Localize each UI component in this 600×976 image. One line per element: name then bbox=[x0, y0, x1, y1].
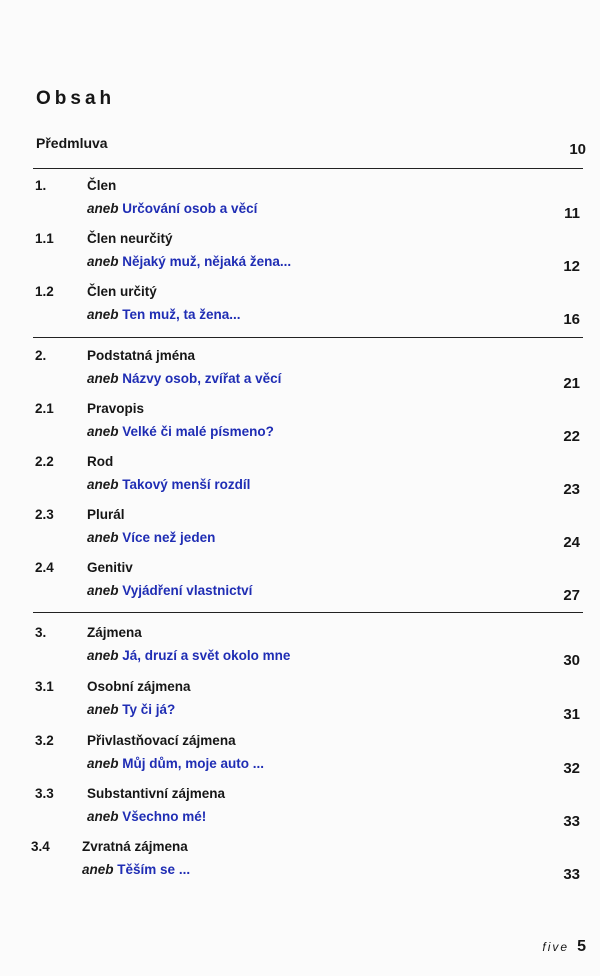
toc-entry bbox=[0, 454, 600, 502]
entry-subtitle-text: Takový menší rozdíl bbox=[122, 477, 251, 492]
entry-page-number: 32 bbox=[563, 760, 580, 777]
entry-page-number: 11 bbox=[564, 205, 580, 222]
entry-number: 3. bbox=[35, 625, 47, 640]
preface-label: Předmluva bbox=[36, 135, 108, 151]
entry-number: 2.1 bbox=[35, 401, 54, 416]
section-divider bbox=[33, 337, 583, 338]
toc-entry bbox=[0, 625, 600, 673]
toc-entry bbox=[0, 284, 600, 332]
aneb-connector: aneb bbox=[87, 201, 119, 216]
entry-subtitle bbox=[87, 477, 250, 492]
aneb-connector: aneb bbox=[87, 756, 119, 771]
entry-subtitle bbox=[87, 424, 274, 439]
entry-subtitle bbox=[87, 530, 215, 545]
entry-heading: Podstatná jména bbox=[87, 348, 196, 363]
toc-entry bbox=[0, 178, 600, 226]
entry-page-number: 22 bbox=[563, 428, 580, 445]
entry-subtitle-text: Ty či já? bbox=[122, 702, 176, 717]
entry-page-number: 27 bbox=[563, 587, 580, 604]
entry-number: 2.4 bbox=[35, 560, 54, 575]
entry-subtitle bbox=[82, 862, 190, 877]
entry-heading: Zvratná zájmena bbox=[82, 839, 188, 854]
entry-page-number: 12 bbox=[563, 258, 580, 275]
entry-heading: Zájmena bbox=[87, 625, 142, 640]
entry-subtitle-text: Názvy osob, zvířat a věcí bbox=[122, 371, 282, 386]
aneb-connector: aneb bbox=[87, 477, 119, 492]
aneb-connector: aneb bbox=[87, 254, 119, 269]
entry-page-number: 16 bbox=[563, 311, 580, 328]
entry-subtitle-text: Všechno mé! bbox=[122, 809, 207, 824]
entry-page-number: 23 bbox=[563, 481, 580, 498]
entry-subtitle bbox=[87, 307, 241, 322]
section-divider bbox=[33, 612, 583, 613]
entry-heading: Osobní zájmena bbox=[87, 679, 191, 694]
entry-subtitle-text: Já, druzí a svět okolo mne bbox=[122, 648, 291, 663]
footer-page-word: five bbox=[542, 940, 570, 954]
entry-number: 2.3 bbox=[35, 507, 54, 522]
entry-subtitle bbox=[87, 201, 257, 216]
entry-heading: Substantivní zájmena bbox=[87, 786, 226, 801]
entry-subtitle-text: Velké či malé písmeno? bbox=[122, 424, 274, 439]
entry-number: 3.4 bbox=[31, 839, 50, 854]
footer-page-number: 5 bbox=[577, 938, 586, 955]
entry-subtitle-text: Vyjádření vlastnictví bbox=[122, 583, 253, 598]
page-footer bbox=[542, 938, 586, 956]
aneb-connector: aneb bbox=[82, 862, 114, 877]
entry-subtitle bbox=[87, 371, 281, 386]
entry-heading: Plurál bbox=[87, 507, 125, 522]
aneb-connector: aneb bbox=[87, 530, 119, 545]
entry-subtitle-text: Ten muž, ta žena... bbox=[122, 307, 241, 322]
entry-number: 3.3 bbox=[35, 786, 54, 801]
aneb-connector: aneb bbox=[87, 307, 119, 322]
entry-subtitle bbox=[87, 702, 175, 717]
aneb-connector: aneb bbox=[87, 583, 119, 598]
entry-subtitle bbox=[87, 583, 252, 598]
preface-entry bbox=[36, 135, 586, 161]
entry-number: 1.1 bbox=[35, 231, 54, 246]
entry-number: 3.1 bbox=[35, 679, 54, 694]
entry-heading: Člen bbox=[87, 178, 117, 193]
entry-number: 2.2 bbox=[35, 454, 54, 469]
entry-page-number: 24 bbox=[563, 534, 580, 551]
entry-subtitle bbox=[87, 254, 291, 269]
toc-entry bbox=[0, 786, 600, 834]
entry-number: 3.2 bbox=[35, 733, 54, 748]
aneb-connector: aneb bbox=[87, 371, 119, 386]
entry-page-number: 33 bbox=[563, 813, 580, 830]
entry-subtitle-text: Můj dům, moje auto ... bbox=[122, 756, 265, 771]
aneb-connector: aneb bbox=[87, 702, 119, 717]
entry-subtitle bbox=[87, 648, 290, 663]
entry-subtitle-text: Určování osob a věcí bbox=[122, 201, 258, 216]
toc-entry bbox=[0, 679, 600, 727]
entry-subtitle bbox=[87, 756, 264, 771]
entry-heading: Člen určitý bbox=[87, 284, 157, 299]
entry-page-number: 31 bbox=[563, 706, 580, 723]
aneb-connector: aneb bbox=[87, 648, 119, 663]
entry-heading: Člen neurčitý bbox=[87, 231, 173, 246]
entry-page-number: 21 bbox=[563, 375, 580, 392]
aneb-connector: aneb bbox=[87, 809, 119, 824]
entry-number: 1. bbox=[35, 178, 47, 193]
entry-subtitle-text: Více než jeden bbox=[122, 530, 216, 545]
entry-heading: Genitiv bbox=[87, 560, 133, 575]
toc-entry bbox=[0, 560, 600, 608]
entry-page-number: 30 bbox=[563, 652, 580, 669]
toc-entry bbox=[0, 231, 600, 279]
toc-entry bbox=[0, 348, 600, 396]
entry-number: 2. bbox=[35, 348, 47, 363]
entry-heading: Pravopis bbox=[87, 401, 145, 416]
entry-subtitle-text: Těším se ... bbox=[117, 862, 191, 877]
section-divider bbox=[33, 168, 583, 169]
page-title: Obsah bbox=[36, 88, 116, 109]
aneb-connector: aneb bbox=[87, 424, 119, 439]
entry-number: 1.2 bbox=[35, 284, 54, 299]
toc-entry bbox=[0, 507, 600, 555]
preface-page-number: 10 bbox=[569, 141, 586, 158]
entry-heading: Přivlastňovací zájmena bbox=[87, 733, 236, 748]
entry-heading: Rod bbox=[87, 454, 114, 469]
entry-subtitle-text: Nějaký muž, nějaká žena... bbox=[122, 254, 292, 269]
toc-entry bbox=[0, 733, 600, 781]
toc-entry bbox=[0, 401, 600, 449]
entry-subtitle bbox=[87, 809, 206, 824]
toc-entry bbox=[0, 839, 600, 887]
entry-page-number: 33 bbox=[563, 866, 580, 883]
